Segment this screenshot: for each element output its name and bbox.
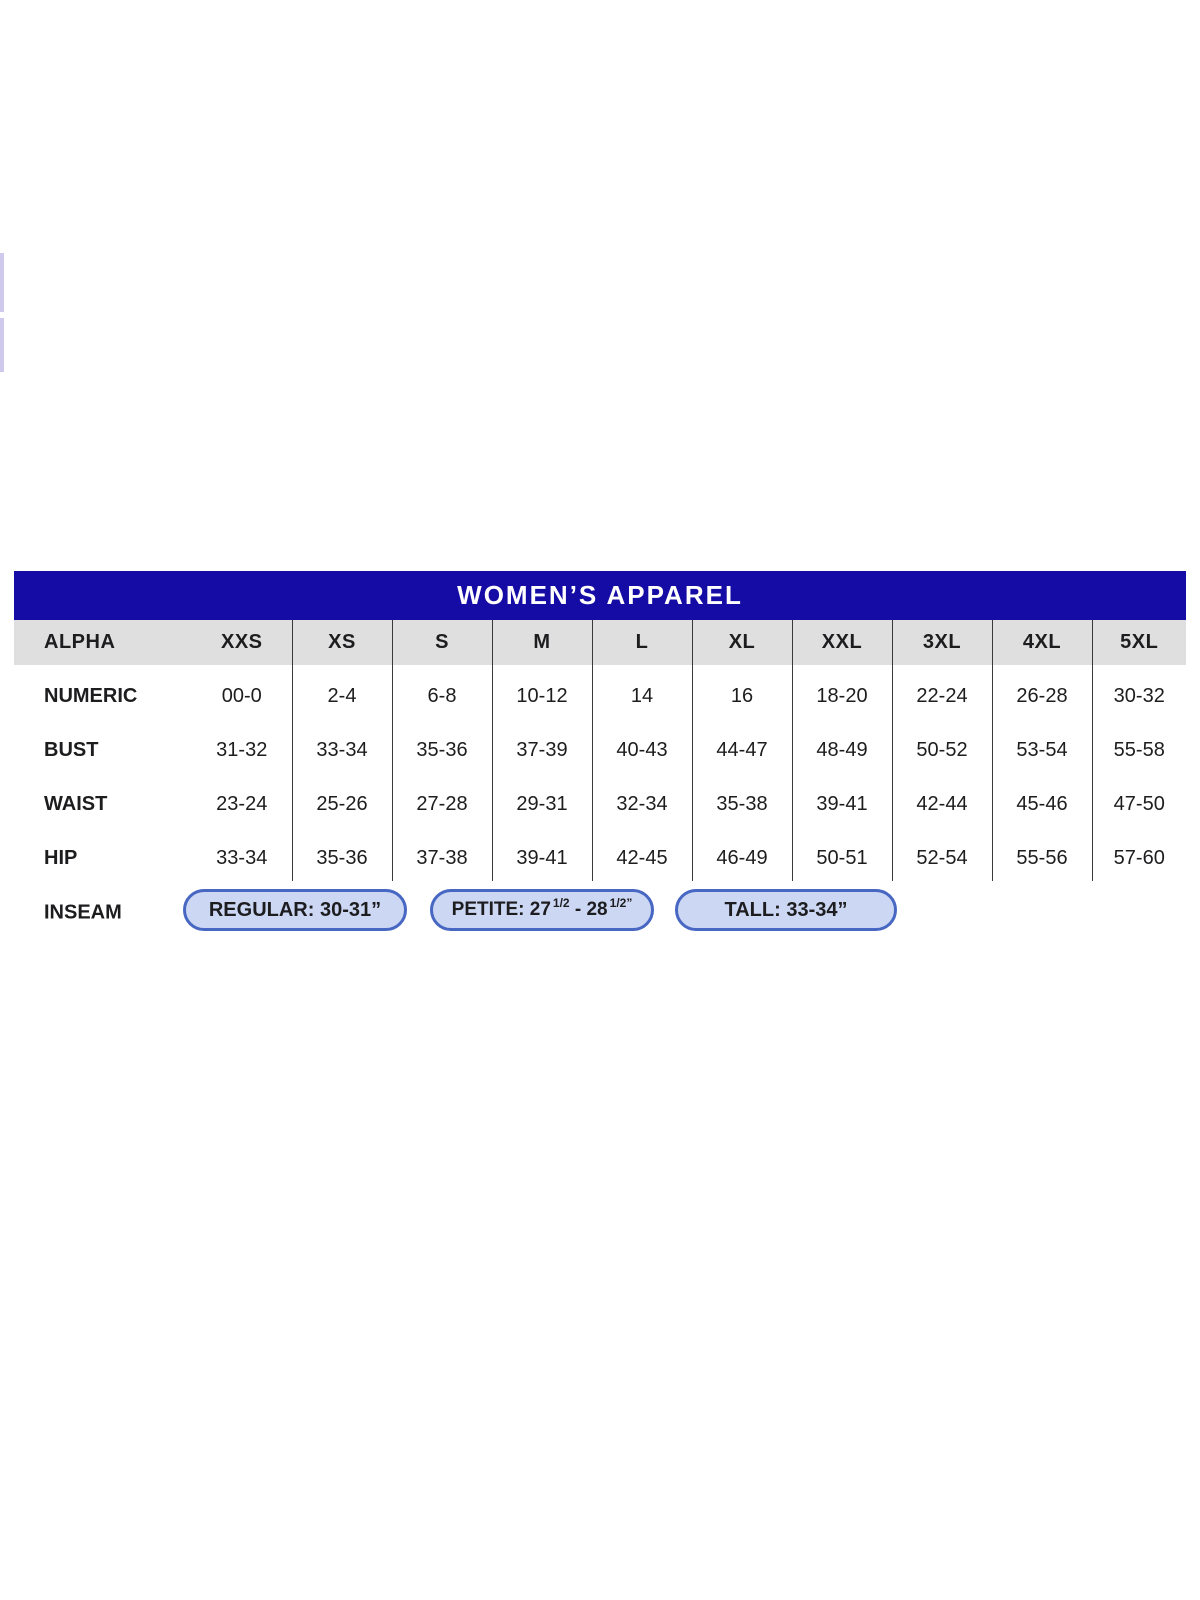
size-cell: 33-34 <box>292 719 392 773</box>
size-cell: 53-54 <box>992 719 1092 773</box>
inseam-row <box>14 887 1186 939</box>
size-cell: 31-32 <box>216 738 268 761</box>
column-header-5xl: 5XL <box>1092 620 1186 665</box>
size-cell: 46-49 <box>692 827 792 881</box>
table-row-waist <box>14 773 1186 827</box>
chart-title: WOMEN’S APPAREL <box>457 580 743 610</box>
row-label-numeric: NUMERIC <box>44 684 138 707</box>
inseam-pill-regular-text: REGULAR: 30-31” <box>208 898 382 921</box>
row-label-hip: HIP <box>44 846 78 869</box>
left-edge-strip-top <box>0 253 4 312</box>
size-cell: 39-41 <box>492 827 592 881</box>
column-header-xs: XS <box>292 620 392 665</box>
size-cell: 44-47 <box>692 719 792 773</box>
size-cell: 57-60 <box>1092 827 1186 881</box>
column-header-m: M <box>492 620 592 665</box>
chart-title-bar <box>14 571 1186 620</box>
table-row-hip <box>14 827 1186 881</box>
size-cell: 37-39 <box>492 719 592 773</box>
size-cell: 35-36 <box>392 719 492 773</box>
column-header-xxs: XXS <box>220 631 263 653</box>
row-label-inseam: INSEAM <box>44 901 122 924</box>
size-cell: 45-46 <box>992 773 1092 827</box>
size-cell: 29-31 <box>492 773 592 827</box>
size-cell: 55-56 <box>992 827 1092 881</box>
size-cell: 00-0 <box>221 684 262 707</box>
inseam-pill-petite <box>430 889 654 931</box>
column-header-4xl: 4XL <box>992 620 1092 665</box>
size-cell: 55-58 <box>1092 719 1186 773</box>
size-cell: 47-50 <box>1092 773 1186 827</box>
size-cell: 22-24 <box>892 665 992 719</box>
size-cell: 50-51 <box>792 827 892 881</box>
size-cell: 42-45 <box>592 827 692 881</box>
size-cell: 40-43 <box>592 719 692 773</box>
column-header-alpha: ALPHA <box>44 631 116 653</box>
column-header-3xl: 3XL <box>892 620 992 665</box>
size-chart <box>14 571 1186 939</box>
row-label-bust: BUST <box>44 738 99 761</box>
row-label-waist: WAIST <box>44 792 108 815</box>
size-cell: 16 <box>692 665 792 719</box>
size-cell: 27-28 <box>392 773 492 827</box>
table-row-numeric <box>14 665 1186 719</box>
size-cell: 14 <box>592 665 692 719</box>
size-cell: 26-28 <box>992 665 1092 719</box>
size-cell: 23-24 <box>216 792 268 815</box>
size-cell: 35-36 <box>292 827 392 881</box>
size-cell: 25-26 <box>292 773 392 827</box>
column-header-l: L <box>592 620 692 665</box>
size-cell: 52-54 <box>892 827 992 881</box>
size-cell: 10-12 <box>492 665 592 719</box>
table-row-bust <box>14 719 1186 773</box>
size-cell: 18-20 <box>792 665 892 719</box>
size-cell: 32-34 <box>592 773 692 827</box>
inseam-pill-petite-dash: - 28 <box>569 899 608 920</box>
size-cell: 37-38 <box>392 827 492 881</box>
size-cell: 39-41 <box>792 773 892 827</box>
inseam-pill-regular <box>183 889 407 931</box>
size-table <box>14 620 1186 881</box>
column-header-xl: XL <box>692 620 792 665</box>
size-cell: 33-34 <box>216 846 268 869</box>
inseam-pill-petite-fraction-2: 1/2” <box>609 896 633 910</box>
left-edge-strip-bottom <box>0 318 4 372</box>
size-cell: 2-4 <box>292 665 392 719</box>
inseam-pill-tall <box>675 889 897 931</box>
size-cell: 35-38 <box>692 773 792 827</box>
size-cell: 6-8 <box>392 665 492 719</box>
size-cell: 48-49 <box>792 719 892 773</box>
size-cell: 30-32 <box>1092 665 1186 719</box>
column-header-xxl: XXL <box>792 620 892 665</box>
inseam-pill-tall-text: TALL: 33-34” <box>724 898 848 921</box>
column-header-s: S <box>392 620 492 665</box>
size-cell: 50-52 <box>892 719 992 773</box>
inseam-pill-petite-fraction-1: 1/2 <box>552 896 570 910</box>
inseam-pill-petite-text: PETITE: 27 <box>451 899 551 920</box>
size-cell: 42-44 <box>892 773 992 827</box>
header-row <box>14 620 1186 665</box>
